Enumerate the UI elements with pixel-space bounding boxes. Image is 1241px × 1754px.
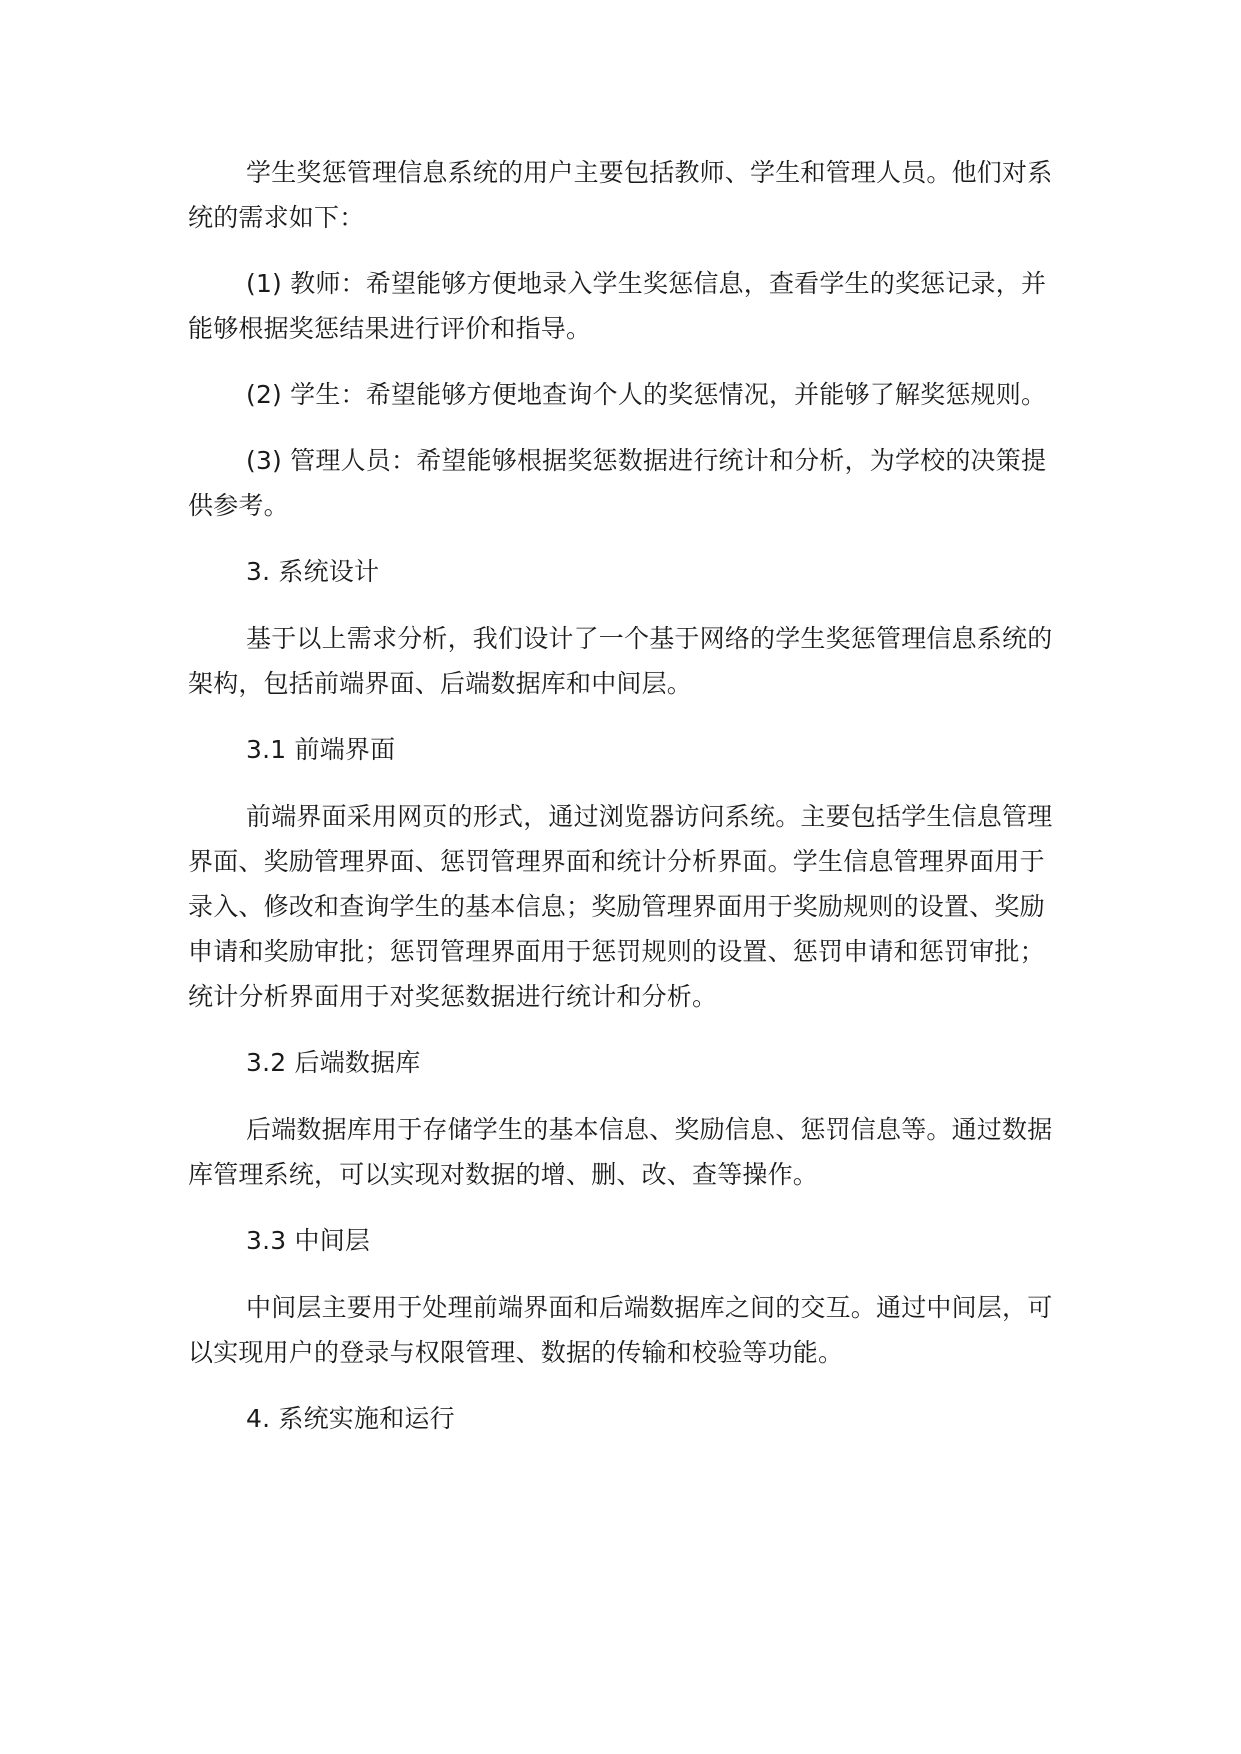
document-page xyxy=(188,150,1068,1463)
requirement-admin-paragraph: (3) 管理人员：希望能够根据奖惩数据进行统计和分析，为学校的决策提供参考。 xyxy=(188,446,1047,520)
section-heading-system-design: 3. 系统设计 xyxy=(246,557,380,586)
architecture-paragraph: 基于以上需求分析，我们设计了一个基于网络的学生奖惩管理信息系统的架构，包括前端界面、后端数据库和中间层。 xyxy=(188,624,1053,698)
section-heading-implementation: 4. 系统实施和运行 xyxy=(246,1404,455,1433)
section-heading-backend: 3.2 后端数据库 xyxy=(246,1048,421,1077)
section-heading-middle-layer: 3.3 中间层 xyxy=(246,1226,371,1255)
middle-layer-paragraph: 中间层主要用于处理前端界面和后端数据库之间的交互。通过中间层，可以实现用户的登录与权限管理、数据的传输和校验等功能。 xyxy=(188,1293,1053,1367)
requirement-student-paragraph: (2) 学生：希望能够方便地查询个人的奖惩情况，并能够了解奖惩规则。 xyxy=(246,380,1047,409)
intro-paragraph: 学生奖惩管理信息系统的用户主要包括教师、学生和管理人员。他们对系统的需求如下： xyxy=(188,158,1053,232)
requirement-teacher-paragraph: (1) 教师：希望能够方便地录入学生奖惩信息，查看学生的奖惩记录，并能够根据奖惩结果进行评价和指导。 xyxy=(188,269,1047,343)
frontend-paragraph: 前端界面采用网页的形式，通过浏览器访问系统。主要包括学生信息管理界面、奖励管理界面、惩罚管理界面和统计分析界面。学生信息管理界面用于录入、修改和查询学生的基本信息；奖励管理界面用于奖励规则的设置、奖励申请和奖励审批；惩罚管理界面用于惩罚规则的设置、惩罚申请和惩罚审批；统计分析界面用于对奖惩数据进行统计和分析。 xyxy=(188,802,1053,1011)
backend-paragraph: 后端数据库用于存储学生的基本信息、奖励信息、惩罚信息等。通过数据库管理系统，可以实现对数据的增、删、改、查等操作。 xyxy=(188,1115,1053,1189)
section-heading-frontend: 3.1 前端界面 xyxy=(246,735,396,764)
